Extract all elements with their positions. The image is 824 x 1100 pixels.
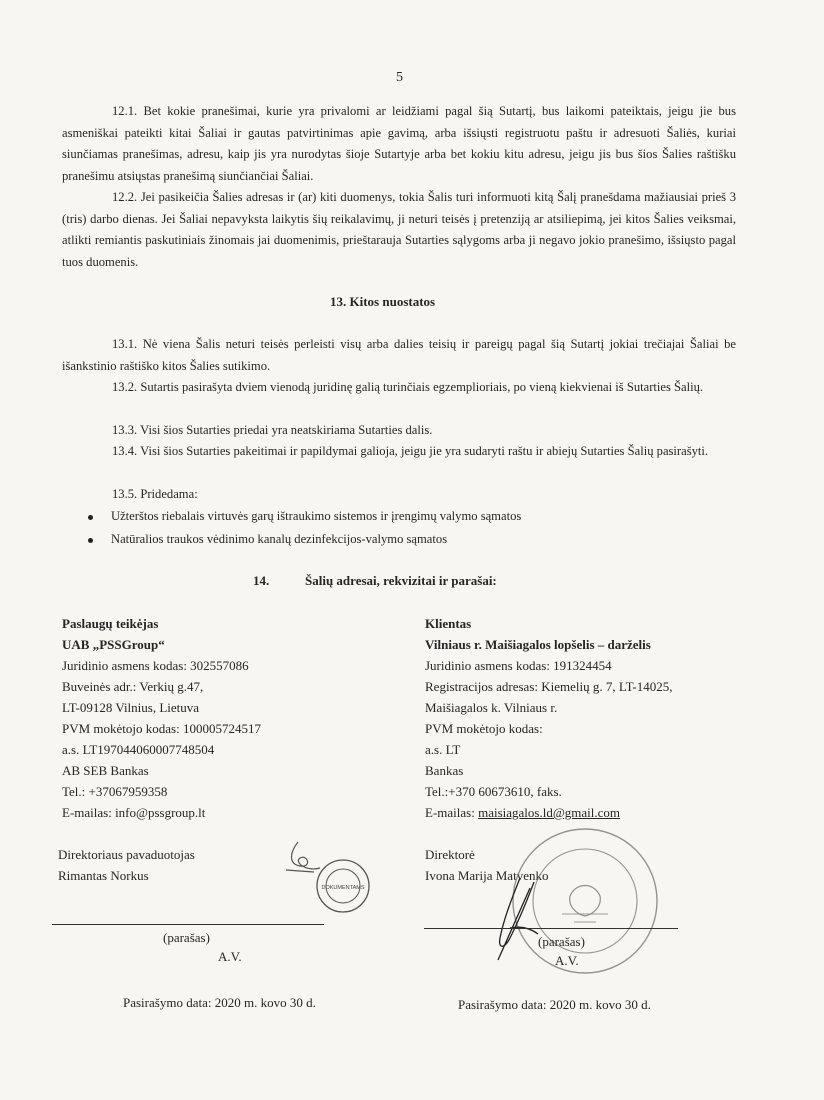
provider-line: Tel.: +37067959358 xyxy=(62,784,168,799)
bullet-icon xyxy=(88,515,93,520)
client-line: Juridinio asmens kodas: 191324454 xyxy=(425,658,612,673)
client-sign-caption: (parašas) xyxy=(538,934,585,949)
client-person: Ivona Marija Matvenko xyxy=(425,868,549,883)
clause-12-2: 12.2. Jei pasikeičia Šalies adresas ir (ar) kiti duomenys, tokia Šalis turi informuoti kitą Šalį pranešdama mažiausiai prieš 3 (tris) darbo dienas. Jei Šaliai nepavyksta laikytis šių reikalavimų, ji neturi teisės į pretenziją ar atsiliepimą, jei kitos Šalies veiksmai, atlikti remiantis paskutiniais žinomais jai duomenimis, prieštarauja Sutarties sąlygoms arba ji negavo jokio pranešimo, išsiųsto pagal tuos duomenis. xyxy=(62,190,736,269)
clause-12-1: 12.1. Bet kokie pranešimai, kurie yra privalomi ar leidžiami pagal šią Sutartį, bus laikomi pateiktais, jeigu jie bus asmeniškai pateikti kitai Šaliai ir gautas patvirtinimas apie gavimą, arba išsiųsti registruotu paštu ir adresuoti Šaliės, kuriai siunčiamas pranešimas, adresu, kaip jis yra nurodytas šioje Sutartyje arba bet kokiu kitu adresu, jeigu jis bus šios Šalies raštišku pranešimu atsiųstas pranešimą siunčiančiai Šaliai. xyxy=(62,104,736,183)
clause-13-3: 13.3. Visi šios Sutarties priedai yra neatskiriama Sutarties dalis. xyxy=(112,423,433,437)
section-13-title: 13. Kitos nuostatos xyxy=(330,294,436,309)
client-line: Bankas xyxy=(425,763,464,778)
provider-signatory xyxy=(58,844,195,886)
provider-line: a.s. LT197044060007748504 xyxy=(62,742,215,757)
provider-stamp xyxy=(315,858,371,914)
bullet-icon xyxy=(88,538,93,543)
provider-stamp-label: A.V. xyxy=(218,949,242,964)
provider-signature-line xyxy=(52,924,324,925)
provider-sign-caption: (parašas) xyxy=(163,930,210,945)
stamp-text: DOKUMENTAMS xyxy=(321,885,365,891)
provider-line: E-mailas: info@pssgroup.lt xyxy=(62,805,206,820)
client-line: Registracijos adresas: Kiemelių g. 7, LT-14025, xyxy=(425,679,673,694)
provider-role: Paslaugų teikėjas xyxy=(62,616,159,631)
client-line: a.s. LT xyxy=(425,742,461,757)
client-line: Maišiagalos k. Vilniaus r. xyxy=(425,700,558,715)
provider-name: UAB „PSSGroup“ xyxy=(62,637,165,652)
provider-position: Direktoriaus pavaduotojas xyxy=(58,847,195,862)
client-email-row: E-mailas: maisiagalos.ld@gmail.com xyxy=(425,805,621,820)
section-14-number: 14. xyxy=(253,573,270,588)
list-item: Užterštos riebalais virtuvės garų ištraukimo sistemos ir įrengimų valymo sąmatos xyxy=(88,509,521,524)
provider-person: Rimantas Norkus xyxy=(58,868,149,883)
provider-line: Buveinės adr.: Verkių g.47, xyxy=(62,679,204,694)
client-line: PVM mokėtojo kodas: xyxy=(425,721,543,736)
provider-sign-date: Pasirašymo data: 2020 m. kovo 30 d. xyxy=(123,995,316,1010)
client-signature-line xyxy=(424,928,678,929)
client-email-link[interactable]: maisiagalos.ld@gmail.com xyxy=(478,805,621,820)
client-line: Tel.:+370 60673610, faks. xyxy=(425,784,562,799)
client-name: Vilniaus r. Maišiagalos lopšelis – darželis xyxy=(425,637,651,652)
client-sign-date: Pasirašymo data: 2020 m. kovo 30 d. xyxy=(458,997,651,1012)
provider-line: PVM mokėtojo kodas: 100005724517 xyxy=(62,721,261,736)
list-item: Natūralios traukos vėdinimo kanalų dezinfekcijos-valymo sąmatos xyxy=(88,532,447,547)
clause-13-4: 13.4. Visi šios Sutarties pakeitimai ir papildymai galioja, jeigu jie yra sudaryti raštu ir abiejų Sutarties Šalių pasirašyti. xyxy=(112,444,709,458)
clause-13-2: 13.2. Sutartis pasirašyta dviem vienodą juridinę galią turinčiais egzemplioriais, po vieną kiekvienai iš Sutarties Šalių. xyxy=(112,380,704,394)
clause-13-5: 13.5. Pridedama: xyxy=(112,487,198,501)
client-stamp-label: A.V. xyxy=(555,953,579,968)
clause-13-1: 13.1. Nė viena Šalis neturi teisės perleisti visų arba dalies teisių ir pareigų pagal šią Sutartį jokiai trečiajai Šaliai be išankstinio raštiško kitos Šalies sutikimo. xyxy=(62,337,736,373)
page-number: 5 xyxy=(396,70,403,85)
client-role: Klientas xyxy=(425,616,472,631)
section-14-title: Šalių adresai, rekvizitai ir parašai: xyxy=(305,573,497,588)
client-details xyxy=(425,613,672,823)
provider-line: AB SEB Bankas xyxy=(62,763,149,778)
provider-line: LT-09128 Vilnius, Lietuva xyxy=(62,700,200,715)
client-position: Direktorė xyxy=(425,847,475,862)
provider-details xyxy=(62,613,261,823)
client-signature xyxy=(490,868,560,968)
provider-line: Juridinio asmens kodas: 302557086 xyxy=(62,658,249,673)
